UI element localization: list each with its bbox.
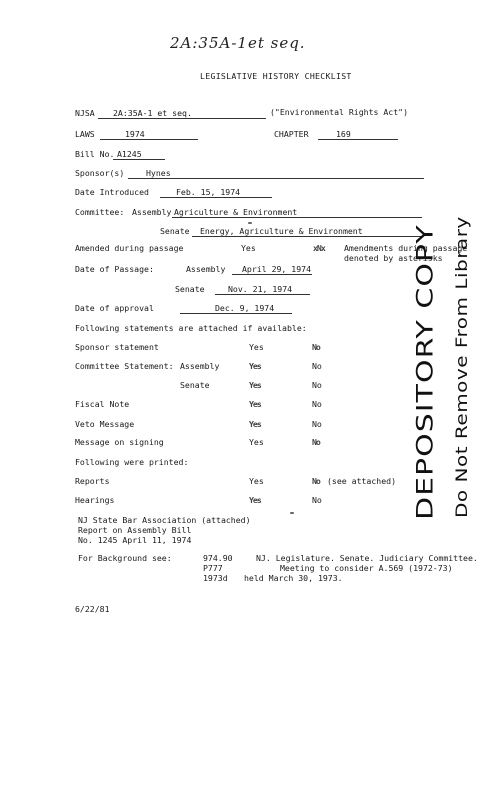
- committee-assembly-label: Assembly: [132, 207, 172, 217]
- message-signing-label: Message on signing: [75, 437, 164, 447]
- background-desc-2: Meeting to consider A.569 (1972-73): [280, 563, 453, 573]
- scan-speck: [290, 512, 294, 514]
- amended-note-line2: denoted by asterisks: [344, 253, 443, 263]
- njsa-underline: [98, 118, 266, 119]
- sponsor-underline: [128, 178, 424, 179]
- message-signing-yes: Yes: [249, 437, 264, 447]
- committee-assembly-value: Agriculture & Environment: [174, 207, 298, 217]
- fiscal-note-label: Fiscal Note: [75, 399, 130, 409]
- depository-copy-stamp: DEPOSITORY COPY: [412, 224, 439, 520]
- following-attached-heading: Following statements are attached if available:: [75, 323, 307, 333]
- background-desc-1: NJ. Legislature. Senate. Judiciary Committee.: [256, 553, 478, 563]
- passage-assembly-label: Assembly: [186, 264, 226, 274]
- passage-assembly-value: April 29, 1974: [242, 264, 312, 274]
- committee-senate-label: Senate: [160, 226, 190, 236]
- approval-underline: [180, 313, 292, 314]
- amended-label: Amended during passage: [75, 243, 184, 253]
- reports-no: No: [312, 476, 320, 486]
- date-introduced-label: Date Introduced: [75, 187, 149, 197]
- committee-statement-senate-no: No: [312, 380, 322, 390]
- laws-value: 1974: [125, 129, 145, 139]
- bar-association-line1: NJ State Bar Association (attached): [78, 515, 251, 525]
- bar-association-line3: No. 1245 April 11, 1974: [78, 535, 192, 545]
- njsa-label: NJSA: [75, 108, 95, 118]
- njsa-value: 2A:35A-1 et seq.: [113, 108, 192, 118]
- message-signing-no: No: [312, 437, 320, 447]
- fiscal-note-yes: Yes: [249, 399, 261, 409]
- reports-yes: Yes: [249, 476, 264, 486]
- background-desc-3: held March 30, 1973.: [244, 573, 343, 583]
- following-printed-heading: Following were printed:: [75, 457, 189, 467]
- footer-date: 6/22/81: [75, 604, 110, 614]
- hearings-yes: Yes: [249, 495, 261, 505]
- sponsor-statement-yes: Yes: [249, 342, 264, 352]
- sponsor-label: Sponsor(s): [75, 168, 125, 178]
- amended-no-struck: xNx: [313, 243, 325, 253]
- background-label: For Background see:: [78, 553, 172, 563]
- amended-note-line1: Amendments during passage: [344, 243, 468, 253]
- handwritten-annotation: 2A:35A-1et seq.: [170, 34, 306, 52]
- hearings-label: Hearings: [75, 495, 115, 505]
- passage-assembly-underline: [232, 274, 312, 275]
- passage-senate-value: Nov. 21, 1974: [228, 284, 293, 294]
- veto-message-no: No: [312, 419, 322, 429]
- background-call-number-3: 1973d: [203, 573, 228, 583]
- committee-statement-label: Committee Statement:: [75, 361, 174, 371]
- laws-underline: [100, 139, 198, 140]
- committee-statement-assembly: Assembly: [180, 361, 220, 371]
- committee-senate-underline: [192, 236, 422, 237]
- background-call-number-1: 974.90: [203, 553, 233, 563]
- chapter-value: 169: [336, 129, 351, 139]
- fiscal-note-no: No: [312, 399, 322, 409]
- hearings-no: No: [312, 495, 322, 505]
- approval-label: Date of approval: [75, 303, 154, 313]
- date-introduced-underline: [160, 197, 272, 198]
- chapter-label: CHAPTER: [274, 129, 309, 139]
- date-introduced-value: Feb. 15, 1974: [176, 187, 241, 197]
- committee-statement-assembly-yes: Yes: [249, 361, 261, 371]
- reports-note: (see attached): [327, 476, 397, 486]
- committee-senate-value: Energy, Agriculture & Environment: [200, 226, 363, 236]
- bar-association-line2: Report on Assembly Bill: [78, 525, 192, 535]
- approval-value: Dec. 9, 1974: [215, 303, 275, 313]
- background-call-number-2: P777: [203, 563, 223, 573]
- njsa-note: ("Environmental Rights Act"): [270, 107, 409, 117]
- sponsor-statement-label: Sponsor statement: [75, 342, 159, 352]
- passage-label: Date of Passage:: [75, 264, 154, 274]
- page-title: LEGISLATIVE HISTORY CHECKLIST: [200, 71, 352, 81]
- bill-label: Bill No.: [75, 149, 115, 159]
- passage-senate-underline: [215, 294, 310, 295]
- bill-value: A1245: [117, 149, 142, 159]
- do-not-remove-stamp: Do Not Remove From Library: [452, 216, 472, 518]
- reports-label: Reports: [75, 476, 110, 486]
- sponsor-value: Hynes: [146, 168, 171, 178]
- chapter-underline: [318, 139, 398, 140]
- veto-message-yes: Yes: [249, 419, 261, 429]
- passage-senate-label: Senate: [175, 284, 205, 294]
- committee-statement-senate: Senate: [180, 380, 210, 390]
- sponsor-statement-no: No: [312, 342, 320, 352]
- committee-statement-senate-yes: Yes: [249, 380, 261, 390]
- veto-message-label: Veto Message: [75, 419, 135, 429]
- committee-assembly-underline: [172, 217, 422, 218]
- committee-label: Committee:: [75, 207, 125, 217]
- laws-label: LAWS: [75, 129, 95, 139]
- bill-underline: [113, 159, 165, 160]
- committee-statement-assembly-no: No: [312, 361, 322, 371]
- amended-yes: Yes: [241, 243, 256, 253]
- scan-speck: [248, 222, 252, 224]
